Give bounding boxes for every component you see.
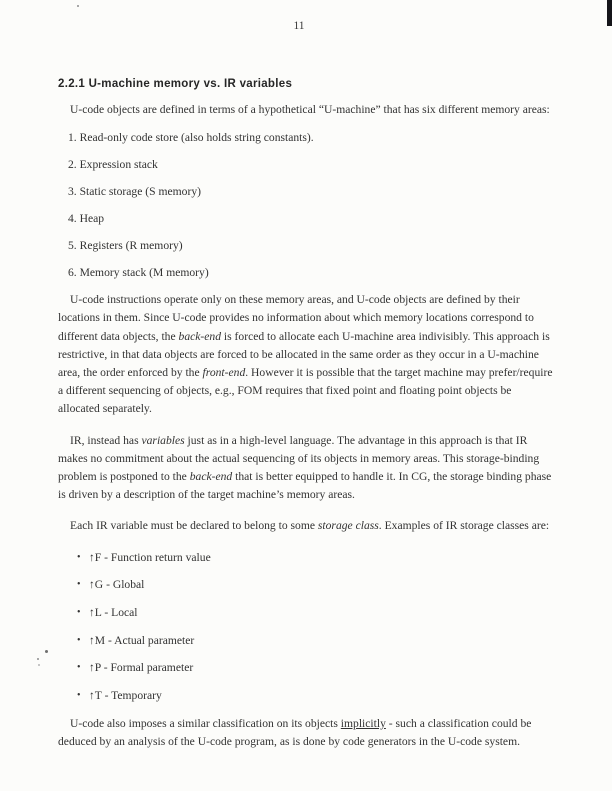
scan-speck — [38, 664, 40, 666]
list-item: 2. Expression stack — [68, 158, 158, 172]
page-content — [58, 78, 556, 764]
paragraph-closing: U-code also imposes a similar classification on its objects implicitly - such a classification could be deduced by an analysis of the U-code program, as is done by code generators in the U-code system. — [58, 716, 532, 748]
storage-classes-list — [77, 549, 556, 705]
bullet-icon: • — [77, 634, 81, 646]
list-item — [77, 659, 556, 677]
scan-speck — [45, 650, 48, 653]
bullet-icon: • — [77, 607, 81, 619]
list-item — [77, 687, 556, 705]
scan-speck — [77, 5, 79, 7]
list-item: 4. Heap — [68, 212, 105, 226]
memory-areas-list — [68, 129, 556, 282]
storage-class-label: ↑F - Function return value — [89, 550, 211, 564]
page-number: 11 — [293, 20, 305, 32]
paragraph-storage-class-intro: Each IR variable must be declared to belong to some storage class. Examples of IR storage classes are: — [70, 519, 550, 533]
list-item: 5. Registers (R memory) — [68, 239, 183, 253]
storage-class-label: ↑T - Temporary — [89, 689, 162, 703]
list-item — [77, 576, 556, 594]
list-item: 1. Read-only code store (also holds string constants). — [68, 131, 314, 145]
storage-class-label: ↑M - Actual parameter — [89, 633, 195, 647]
intro-paragraph: U-code objects are defined in terms of a hypothetical “U-machine” that has six different memory areas: — [70, 103, 550, 116]
list-item — [77, 549, 556, 567]
scan-speck — [37, 658, 39, 660]
list-item — [77, 632, 556, 650]
storage-class-label: ↑P - Formal parameter — [89, 661, 194, 675]
storage-class-label: ↑G - Global — [89, 578, 145, 592]
scan-artifact-bar — [607, 0, 612, 26]
storage-class-label: ↑L - Local — [89, 606, 138, 620]
list-item: 6. Memory stack (M memory) — [68, 266, 209, 280]
bullet-icon: • — [77, 551, 81, 563]
bullet-icon: • — [77, 662, 81, 674]
paragraph-ucode-instructions: U-code instructions operate only on these memory areas, and U-code objects are defined by their locations in them. Since U-code provides no information about which memory locations correspond to different data objects, the back-end is forced to allocate each U-machine area indivisibly. This approach is restrictive, in that data objects are forced to be allocated in the same order as they occur in a U-machine area, the order enforced by the front-end. However it is possible that the target machine may prefer/require a different sequencing of objects, e.g., FOM requires that fixed point and floating point objects be allocated separately. — [58, 293, 553, 416]
list-item: 3. Static storage (S memory) — [68, 185, 201, 199]
section-heading: 2.2.1 U-machine memory vs. IR variables — [58, 78, 293, 90]
bullet-icon: • — [77, 579, 81, 591]
paragraph-ir-variables: IR, instead has variables just as in a high-level language. The advantage in this approach is that IR makes no commitment about the actual sequencing of its objects in memory areas. This storage-binding problem is postponed to the back-end that is better equipped to handle it. In CG, the storage binding phase is driven by a description of the target machine’s memory areas. — [58, 433, 552, 502]
list-item — [77, 604, 556, 622]
bullet-icon: • — [77, 690, 81, 702]
